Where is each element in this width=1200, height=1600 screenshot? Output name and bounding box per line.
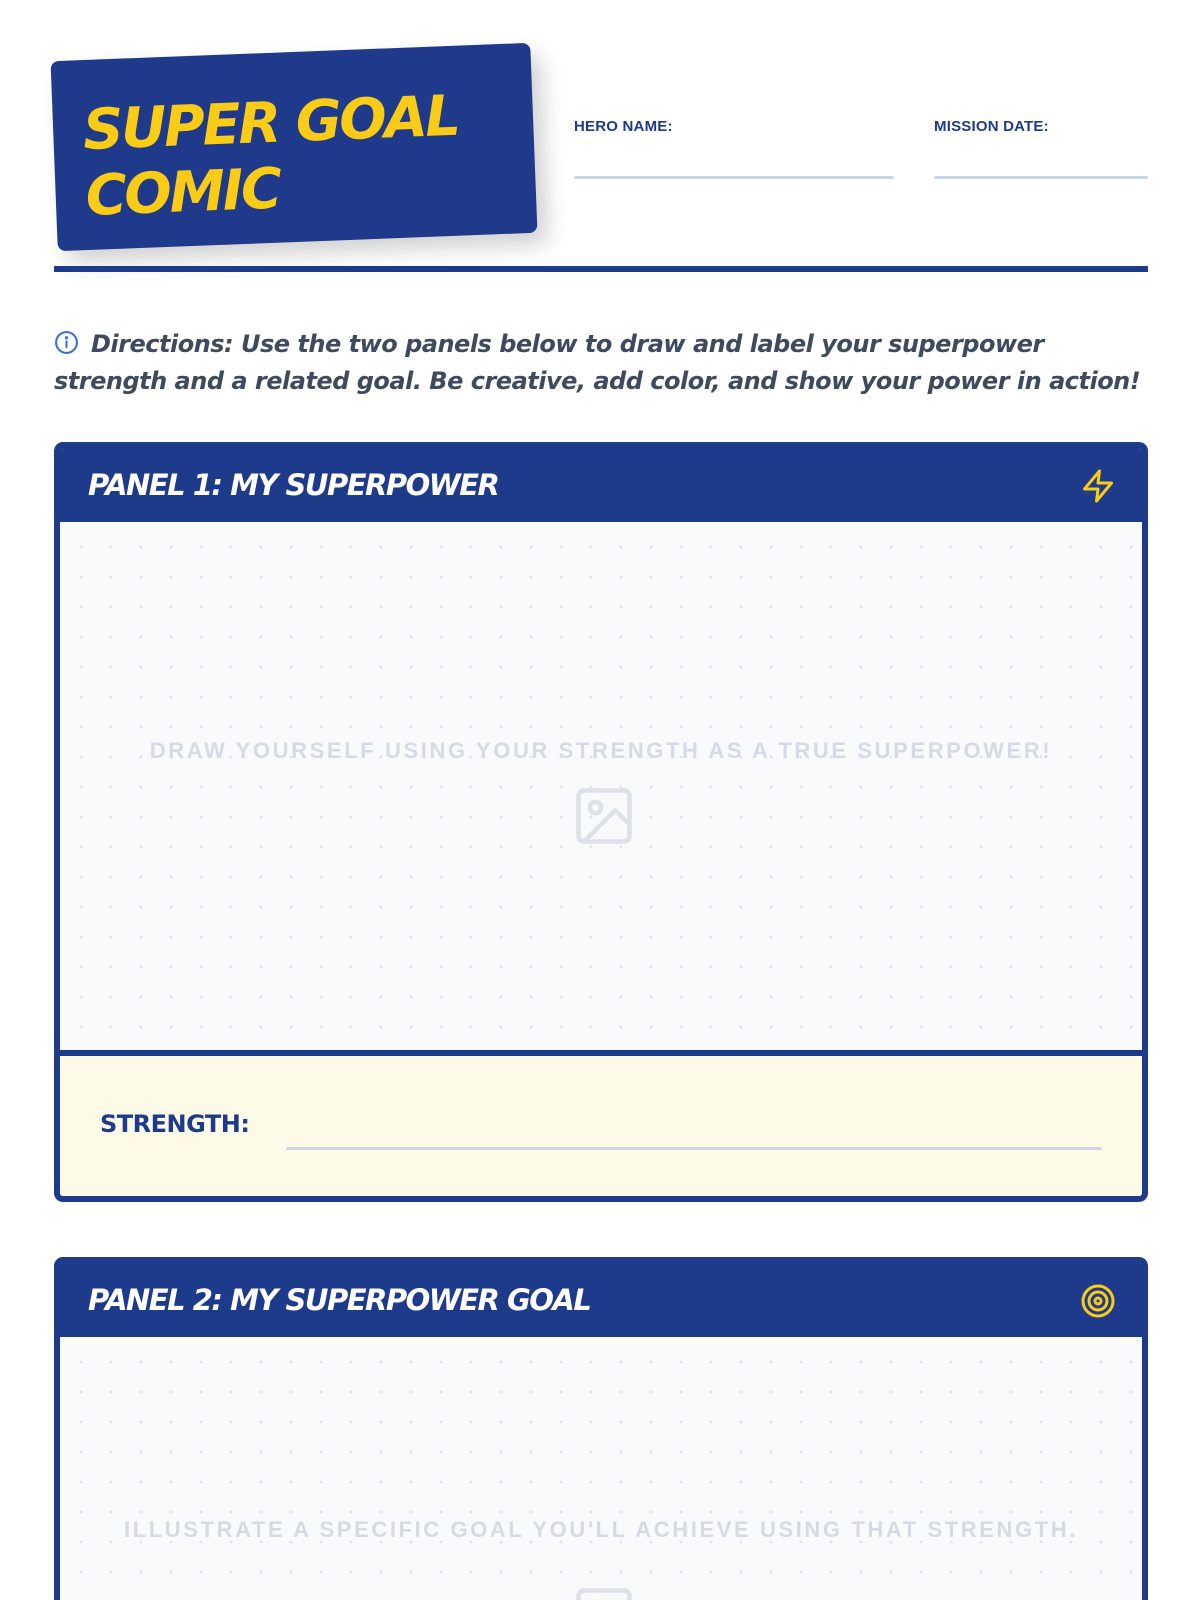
- hero-name-label: HERO NAME:: [574, 118, 673, 135]
- hero-name-line[interactable]: [574, 176, 894, 179]
- image-placeholder-icon: [570, 782, 638, 850]
- target-icon: [1080, 1283, 1116, 1319]
- panel-title: PANEL 1: MY SUPERPOWER: [88, 468, 499, 502]
- directions-text: Directions: Use the two panels below to draw and label your superpower strength and a related goal. Be creative, add color, and show your power in action!: [54, 330, 1141, 395]
- directions: [54, 326, 1148, 400]
- panel-header: [60, 1263, 1142, 1337]
- drawing-prompt: ILLUSTRATE A SPECIFIC GOAL YOU'LL ACHIEVE USING THAT STRENGTH.: [124, 1517, 1078, 1542]
- info-icon: [54, 330, 79, 355]
- strength-line[interactable]: [286, 1147, 1102, 1150]
- drawing-prompt: DRAW YOURSELF USING YOUR STRENGTH AS A TRUE SUPERPOWER!: [149, 738, 1053, 763]
- header-divider: [54, 266, 1148, 272]
- title-banner: [51, 43, 538, 251]
- image-placeholder-icon: [570, 1582, 638, 1600]
- page-title: SUPER GOAL COMIC: [81, 83, 460, 230]
- worksheet-header: [54, 40, 1148, 274]
- strength-field[interactable]: [60, 1056, 1142, 1196]
- drawing-area[interactable]: [60, 1337, 1142, 1600]
- panel-superpower-goal: [54, 1257, 1148, 1600]
- mission-date-label: MISSION DATE:: [934, 118, 1049, 135]
- hero-name-field[interactable]: [574, 118, 894, 135]
- panel-title: PANEL 2: MY SUPERPOWER GOAL: [88, 1283, 591, 1317]
- drawing-area[interactable]: [60, 522, 1142, 1056]
- mission-date-field[interactable]: [934, 118, 1148, 135]
- panel-superpower: [54, 442, 1148, 1202]
- panel-header: [60, 448, 1142, 522]
- strength-label: STRENGTH:: [100, 1110, 250, 1138]
- lightning-bolt-icon: [1080, 468, 1116, 504]
- mission-date-line[interactable]: [934, 176, 1148, 179]
